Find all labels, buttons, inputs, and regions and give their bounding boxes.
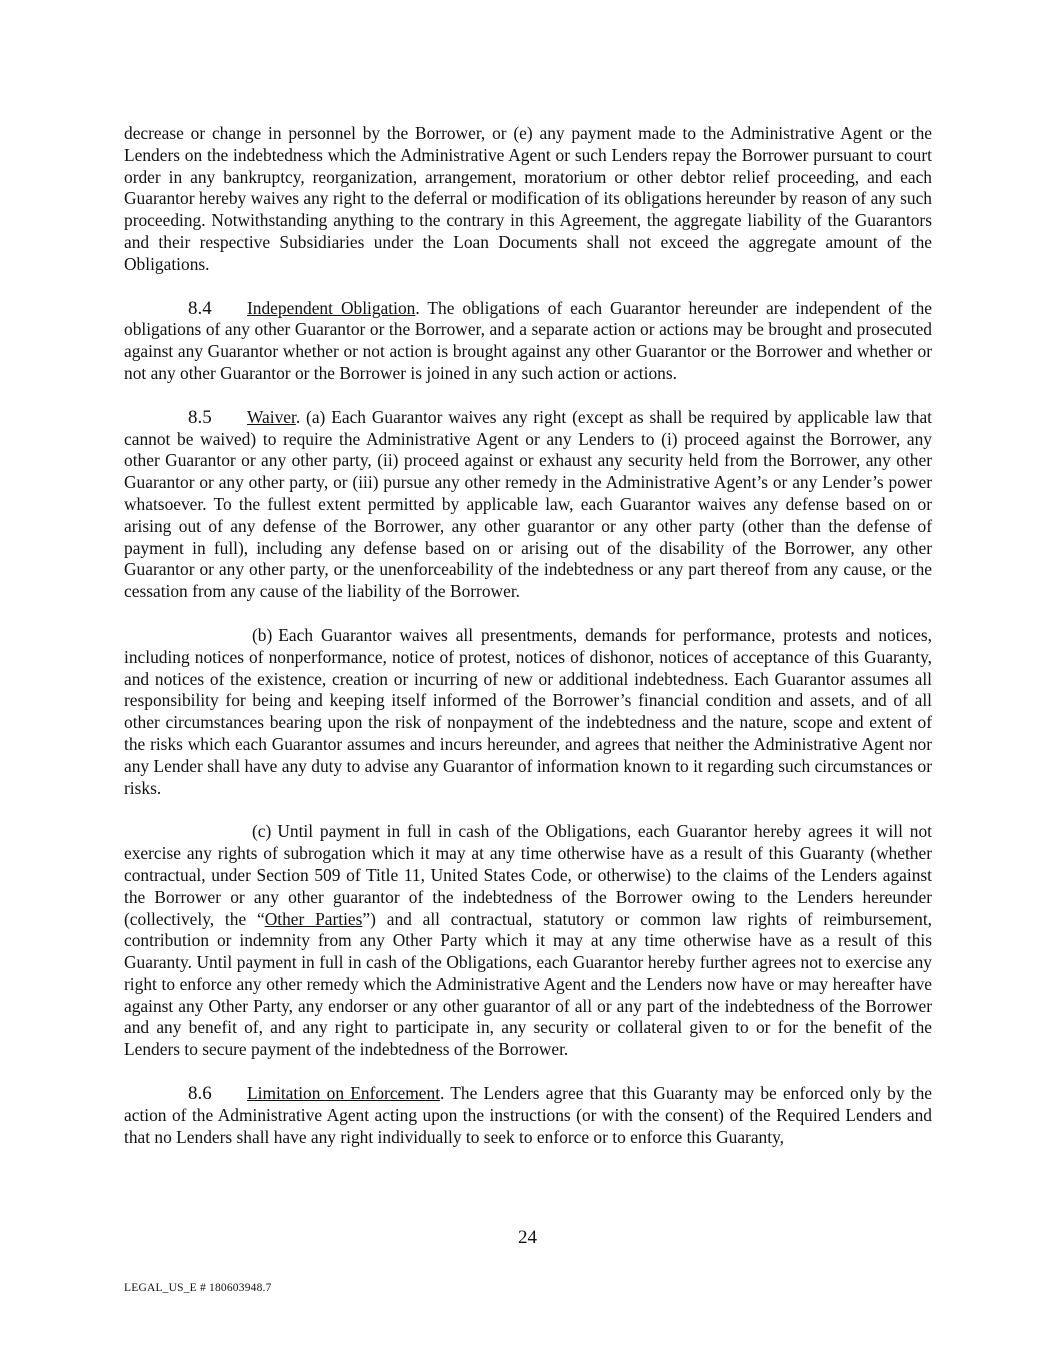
section-body: . (a) Each Guarantor waives any right (except as shall be required by applicable law that cannot be waived) to require the Administrative Agent or any Lenders to (i) proceed against the Borrower, any other Guarantor or any other party, (ii) proceed against or exhaust any security held from the Borrower, any other Guarantor or any other party, or (iii) pursue any other remedy in the Administrative Agent’s or any Lender’s power whatsoever. To the fullest extent permitted by applicable law, each Guarantor waives any defense based on or arising out of any defense of the Borrower, any other guarantor or any other party (other than the defense of payment in full), including any defense based on or arising out of the disability of the Borrower, any other Guarantor or any other party, or the unenforceability of the indebtedness or any part thereof from any cause, or the cessation from any cause of the liability of the Borrower. (124, 406, 932, 602)
section-body: . The Lenders agree that this Guaranty may be enforced only by the action of the Administrative Agent acting upon the instructions (or with the consent) of the Required Lenders and that no Lenders shall have any right individually to seek to enforce or to enforce this Guaranty, (124, 1083, 932, 1147)
section-number: 8.4 (188, 297, 212, 319)
section-heading: Waiver (247, 406, 296, 427)
section-8-5-b (124, 625, 932, 799)
subsection-body: Each Guarantor waives all presentments, demands for performance, protests and notices, including notices of nonperformance, notice of protest, notices of dishonor, notices of acceptance of this Guaranty, and notices of the existence, creation or incurring of new or additional indebtedness. Each Guarantor assumes all responsibility for being and keeping itself informed of the Borrower’s financial condition and assets, and of all other circumstances bearing upon the risk of nonpayment of the indebtedness and the nature, scope and extent of the risks which each Guarantor assumes and incurs hereunder, and agrees that neither the Administrative Agent nor any Lender shall have any duty to advise any Guarantor of information known to it regarding such circumstances or risks. (124, 624, 932, 798)
page-number: 24 (518, 1227, 537, 1248)
subsection-label: (c) (252, 821, 272, 842)
paragraph-continuation: decrease or change in personnel by the Borrower, or (e) any payment made to the Administrative Agent or the Lenders on the indebtedness which the Administrative Agent or such Lenders repay the Borrower pursuant to court order in any bankruptcy, reorganization, arrangement, moratorium or other debtor relief proceeding, and each Guarantor hereby waives any right to the deferral or modification of its obligations hereunder by reason of any such proceeding. Notwithstanding anything to the contrary in this Agreement, the aggregate liability of the Guarantors and their respective Subsidiaries under the Loan Documents shall not exceed the aggregate amount of the Obligations. (124, 123, 932, 274)
document-id: LEGAL_US_E # 180603948.7 (124, 1282, 272, 1294)
defined-term: Other Parties (264, 908, 363, 929)
section-heading: Limitation on Enforcement (247, 1083, 441, 1104)
section-number: 8.6 (188, 1083, 212, 1105)
section-8-6 (124, 1083, 932, 1148)
section-8-5 (124, 407, 932, 603)
subsection-label: (b) (252, 624, 273, 645)
section-8-4 (124, 298, 932, 385)
section-body: . The obligations of each Guarantor hereunder are independent of the obligations of any other Guarantor or the Borrower, and a separate action or actions may be brought and prosecuted against any Guarantor whether or not action is brought against any other Guarantor or the Borrower and whether or not any other Guarantor or the Borrower is joined in any such action or actions. (124, 297, 932, 383)
section-number: 8.5 (188, 406, 212, 428)
document-page (124, 123, 932, 1170)
subsection-body-after: ”) and all contractual, statutory or common law rights of reimbursement, contribution or indemnity from any Other Party which it may at any time otherwise have as a result of this Guaranty. Until payment in full in cash of the Obligations, each Guarantor hereby further agrees not to exercise any right to enforce any other remedy which the Administrative Agent and the Lenders now have or may hereafter have against any Other Party, any endorser or any other guarantor of all or any part of the indebtedness of the Borrower and any benefit of, and any right to participate in, any security or collateral given to or for the benefit of the Lenders to secure payment of the indebtedness of the Borrower. (124, 908, 933, 1060)
section-heading: Independent Obligation (247, 297, 416, 318)
subsection-body-before: Until payment in full in cash of the Obligations, each Guarantor hereby agrees it will not exercise any rights of subrogation which it may at any time otherwise have as a result of this Guaranty (whether contractual, under Section 509 of Title 11, United States Code, or otherwise) to the claims of the Lenders against the Borrower or any other guarantor of the indebtedness of the Borrower owing to the Lenders hereunder (collectively, the “ (124, 821, 932, 929)
section-8-5-c (124, 821, 932, 1061)
